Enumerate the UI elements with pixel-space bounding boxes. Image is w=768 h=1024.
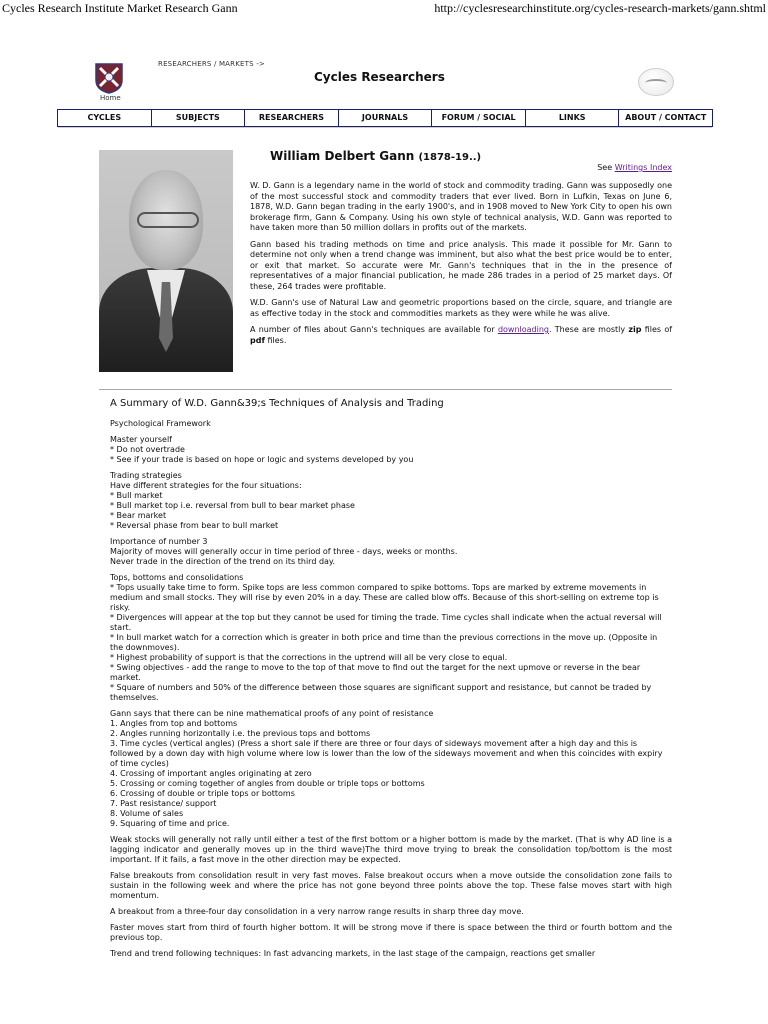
- person-name: William Delbert Gann: [270, 149, 415, 163]
- bio-text-span: files.: [267, 335, 287, 345]
- person-years: (1878-19..): [418, 152, 482, 163]
- text-line: 7. Past resistance/ support: [110, 799, 217, 808]
- breadcrumb[interactable]: RESEARCHERS / MARKETS ->: [158, 60, 265, 68]
- zip-label: zip: [628, 325, 642, 334]
- text-line: Have different strategies for the four situations:: [110, 481, 302, 490]
- proofs-block: [110, 709, 672, 829]
- text-line: 4. Crossing of important angles originating at zero: [110, 769, 312, 778]
- bio-text-span: . These are mostly: [549, 325, 626, 334]
- print-title: Cycles Research Institute Market Research Gann: [2, 1, 238, 15]
- bio-paragraph: W.D. Gann's use of Natural Law and geometric proportions based on the circle, square, and triangle are as effective today in the stock and commodities markets as they were while he was alive.: [250, 298, 672, 318]
- text-line: * Bull market: [110, 491, 163, 500]
- trend-paragraph: Trend and trend following techniques: In fast advancing markets, in the last stage of the campaign, reactions get smaller: [110, 949, 596, 958]
- text-line: * Do not overtrade: [110, 445, 185, 454]
- text-line: * Bear market: [110, 511, 167, 520]
- text-line: 2. Angles running horizontally i.e. the previous tops and bottoms: [110, 729, 371, 738]
- writings-index-link[interactable]: Writings Index: [614, 163, 672, 172]
- psych-heading: Psychological Framework: [110, 419, 211, 428]
- downloading-link[interactable]: downloading: [497, 325, 549, 334]
- gann-portrait: [99, 150, 233, 372]
- weak-stocks-paragraph: Weak stocks will generally not rally until either a test of the first bottom or a higher bottom is made by the market. (That is why AD line is a lagging indicator and generally moves up in the third wave)The third move trying to break the consolidation top/bottom is the most important. If it fails, a fast move in the other direction may be expected.: [110, 835, 672, 864]
- site-header: [58, 58, 712, 106]
- text-line: * Highest probability of support is that the corrections in the uptrend will all be very close to equal.: [110, 653, 508, 662]
- text-line: 8. Volume of sales: [110, 809, 184, 818]
- nav-links[interactable]: LINKS: [526, 110, 620, 126]
- nav-divider: [58, 127, 712, 128]
- text-line: * In bull market watch for a correction which is greater in both price and time than the previous corrections in the move up. (Opposite in the downmoves).: [110, 633, 658, 652]
- nav-about-contact[interactable]: ABOUT / CONTACT: [625, 113, 707, 122]
- home-link[interactable]: Home: [100, 94, 121, 102]
- text-line: Never trade in the direction of the trend on its third day.: [110, 557, 336, 566]
- text-line: 6. Crossing of double or triple tops or bottoms: [110, 789, 295, 798]
- summary-title: A Summary of W.D. Gann&39;s Techniques of Analysis and Trading: [110, 398, 444, 409]
- text-line: * Divergences will appear at the top but they cannot be used for timing the trade. Time cycles shall indicate when the actual reversal will start.: [110, 613, 662, 632]
- nav-cycles[interactable]: CYCLES: [58, 110, 152, 126]
- false-breakout-paragraph: False breakouts from consolidation result in very fast moves. False breakout occurs when a move outside the consolidation zone fails to sustain in the following week and where the price has not gone beyond three points above the top. These false moves start with high momentum.: [110, 871, 672, 900]
- text-line: * Bull market top i.e. reversal from bull to bear market phase: [110, 501, 355, 510]
- bio-paragraph: Gann based his trading methods on time and price analysis. This made it possible for Mr. Gann to determine not only when a trend change was imminent, but also what the best price would be to enter, or exit that market. So accurate were Mr. Gann's techniques that in the in the presence of representatives of a major financial publication, he made 286 trades in a period of 25 market days. Of these, 264 trades were profitable.: [250, 239, 672, 291]
- see-prefix: See: [597, 163, 613, 172]
- home-logo-icon[interactable]: [94, 62, 124, 94]
- text-line: Importance of number 3: [110, 537, 208, 546]
- bio-paragraph: W. D. Gann is a legendary name in the world of stock and commodity trading. Gann was supposedly one of the most successful stock and commodity traders that ever lived. Born in Lufkin, Texas on June 6, 1878, W.D. Gann began trading in the early 1900's, and in 1908 moved to New York City to open his own brokerage firm, Gann & Company. Using his own style of technical analysis, W.D. Gann was reported to have taken more than 50 million dollars in profits out of the markets.: [250, 181, 672, 232]
- nav-subjects[interactable]: SUBJECTS: [152, 110, 246, 126]
- master-block: [110, 435, 672, 465]
- bio-text: [250, 181, 672, 352]
- breakout-paragraph: A breakout from a three-four day consolidation in a very narrow range results in sharp three day move.: [110, 907, 524, 916]
- text-line: Gann says that there can be nine mathematical proofs of any point of resistance: [110, 709, 434, 718]
- number3-block: [110, 537, 672, 567]
- text-line: Tops, bottoms and consolidations: [110, 573, 244, 582]
- text-line: 1. Angles from top and bottoms: [110, 719, 238, 728]
- text-line: * Tops usually take time to form. Spike tops are less common compared to spike bottoms. Tops are marked by extreme movements in medium and small stocks. They will rise by even 20% in a day. These are called blow offs. Because of this short-selling on extreme top is risky.: [110, 583, 659, 612]
- nav-forum-social[interactable]: FORUM / SOCIAL: [432, 110, 526, 126]
- nav-journals[interactable]: JOURNALS: [339, 110, 433, 126]
- bio-text-span: files of: [644, 325, 673, 334]
- text-line: Trading strategies: [110, 471, 182, 480]
- summary-section: [110, 398, 672, 965]
- faster-moves-paragraph: Faster moves start from third of fourth higher bottom. It will be strong move if there is space between the third or fourth bottom and the previous top.: [110, 923, 672, 942]
- text-line: 3. Time cycles (vertical angles) (Press a short sale if there are three or four days of sideways movement after a high day and this is followed by a down day with high volume where low is lower than the low of the sideways movement and when this coincides with expiry of time cycles): [110, 739, 663, 768]
- print-url: http://cyclesresearchinstitute.org/cycles-research-markets/gann.shtml: [434, 1, 766, 15]
- text-line: Majority of moves will generally occur in time period of three - days, weeks or months.: [110, 547, 458, 556]
- text-line: * Square of numbers and 50% of the difference between those squares are significant support and resistance, but cannot be traded by themselves.: [110, 683, 652, 702]
- text-line: * See if your trade is based on hope or logic and systems developed by you: [110, 455, 414, 464]
- swirl-logo-icon: [638, 68, 674, 96]
- text-line: Master yourself: [110, 435, 172, 444]
- see-writings: [597, 163, 672, 172]
- text-line: * Reversal phase from bear to bull market: [110, 521, 279, 530]
- section-divider: [99, 389, 672, 390]
- site-title: Cycles Researchers: [314, 70, 445, 84]
- page-title: [270, 149, 481, 163]
- print-header: [0, 0, 768, 16]
- pdf-label: pdf: [250, 335, 265, 345]
- bio-paragraph: [250, 325, 672, 346]
- tops-block: [110, 573, 672, 703]
- text-line: 9. Squaring of time and price.: [110, 819, 230, 828]
- main-nav: [57, 109, 713, 127]
- nav-researchers[interactable]: RESEARCHERS: [245, 110, 339, 126]
- strategies-block: [110, 471, 672, 531]
- bio-text-span: A number of files about Gann's techniques are available for: [250, 325, 495, 334]
- text-line: 5. Crossing or coming together of angles from double or triple tops or bottoms: [110, 779, 425, 788]
- text-line: * Swing objectives - add the range to move to the top of that move to find out the target for the next upmove or reverse in the bear market.: [110, 663, 641, 682]
